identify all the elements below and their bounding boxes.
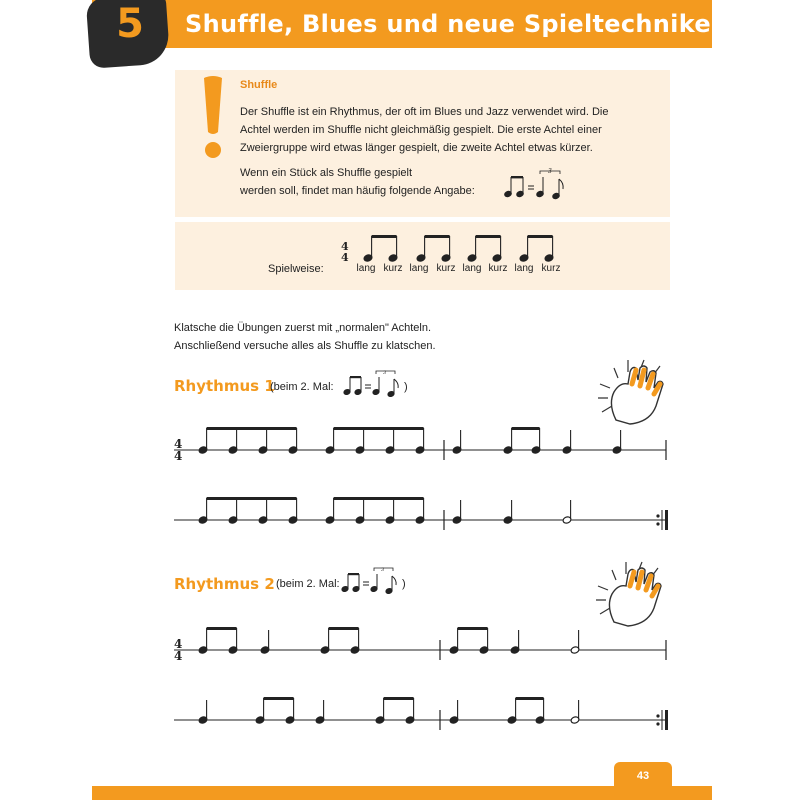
bar-line [665, 710, 668, 730]
note-beam [207, 497, 297, 500]
time-signature: 4 [174, 637, 183, 651]
syllable: kurz [488, 263, 508, 274]
instruction-line-1: Klatsche die Übungen zuerst mit „normalen" Achteln. [174, 322, 432, 334]
note-beam [516, 697, 544, 700]
svg-text:3: 3 [383, 370, 387, 376]
rhythm-2-note-open: (beim 2. Mal: [276, 578, 340, 590]
note-beam [329, 627, 359, 630]
note-beam [425, 235, 450, 238]
time-signature: 4 [174, 437, 183, 451]
rhythm-1-staff-1 [170, 420, 670, 480]
note-beam [207, 627, 237, 630]
repeat-dot [656, 714, 659, 717]
repeat-dot [656, 522, 659, 525]
instruction-line-2: Anschließend versuche alles als Shuffle zu klatschen. [174, 340, 436, 352]
note-beam [528, 235, 553, 238]
note-beam [207, 427, 297, 430]
syllable: kurz [541, 263, 561, 274]
syllable: lang [462, 263, 482, 274]
time-signature: 4 [174, 449, 183, 463]
time-signature: 4 [174, 649, 183, 663]
note-beam [476, 235, 501, 238]
repeat-dot [656, 722, 659, 725]
note-beam [384, 697, 414, 700]
note-beam [372, 235, 397, 238]
spielweise-notation [335, 228, 575, 268]
note-beam [512, 427, 540, 430]
svg-text:4: 4 [341, 240, 349, 253]
clapping-hands-icon [594, 354, 674, 428]
rhythm-2-note-close: ) [402, 578, 406, 590]
rhythm-1-note-open: (beim 2. Mal: [270, 381, 334, 393]
rhythm-2-staff-2 [170, 690, 670, 740]
info-paragraph: Der Shuffle ist ein Rhythmus, der oft im Blues und Jazz verwendet wird. Die Achtel werden im Shuffle nicht gleichmäßig gespielt. Die erste Achtel einer Zweiergruppe wird etwas länger gespielt, die zweite Achtel etwas kürzer. [240, 106, 609, 154]
repeat-dot [656, 514, 659, 517]
rhythm-1-note-close: ) [404, 381, 408, 393]
info-line-1: Wenn ein Stück als Shuffle gespielt [240, 167, 413, 179]
syllable: lang [514, 263, 534, 274]
info-title: Shuffle [240, 79, 278, 91]
shuffle-notation-icon [502, 168, 574, 202]
spielweise-label: Spielweise: [268, 263, 324, 275]
chapter-title: Shuffle, Blues und neue Spieltechniken [185, 10, 729, 38]
shuffle-notation-icon [340, 566, 406, 596]
note-beam [264, 697, 294, 700]
syllable: kurz [383, 263, 403, 274]
exclamation-icon [198, 74, 228, 164]
syllable: kurz [436, 263, 456, 274]
rhythm-1-staff-2 [170, 490, 670, 540]
rhythm-2-staff-1 [170, 618, 670, 678]
shuffle-notation-icon [342, 369, 408, 399]
chapter-number: 5 [116, 1, 144, 47]
svg-text:4: 4 [341, 251, 349, 264]
page-number: 43 [636, 770, 650, 782]
note-beam [458, 627, 488, 630]
rhythm-2-title: Rhythmus 2 [174, 575, 275, 593]
svg-text:3: 3 [548, 168, 552, 175]
note-beam [334, 427, 424, 430]
info-line-2: werden soll, findet man häufig folgende Angabe: [240, 185, 475, 197]
rhythm-1-title: Rhythmus 1 [174, 377, 275, 395]
note-beam [334, 497, 424, 500]
syllable: lang [409, 263, 429, 274]
svg-text:3: 3 [381, 567, 385, 573]
bar-line [665, 510, 668, 530]
syllable: lang [356, 263, 376, 274]
